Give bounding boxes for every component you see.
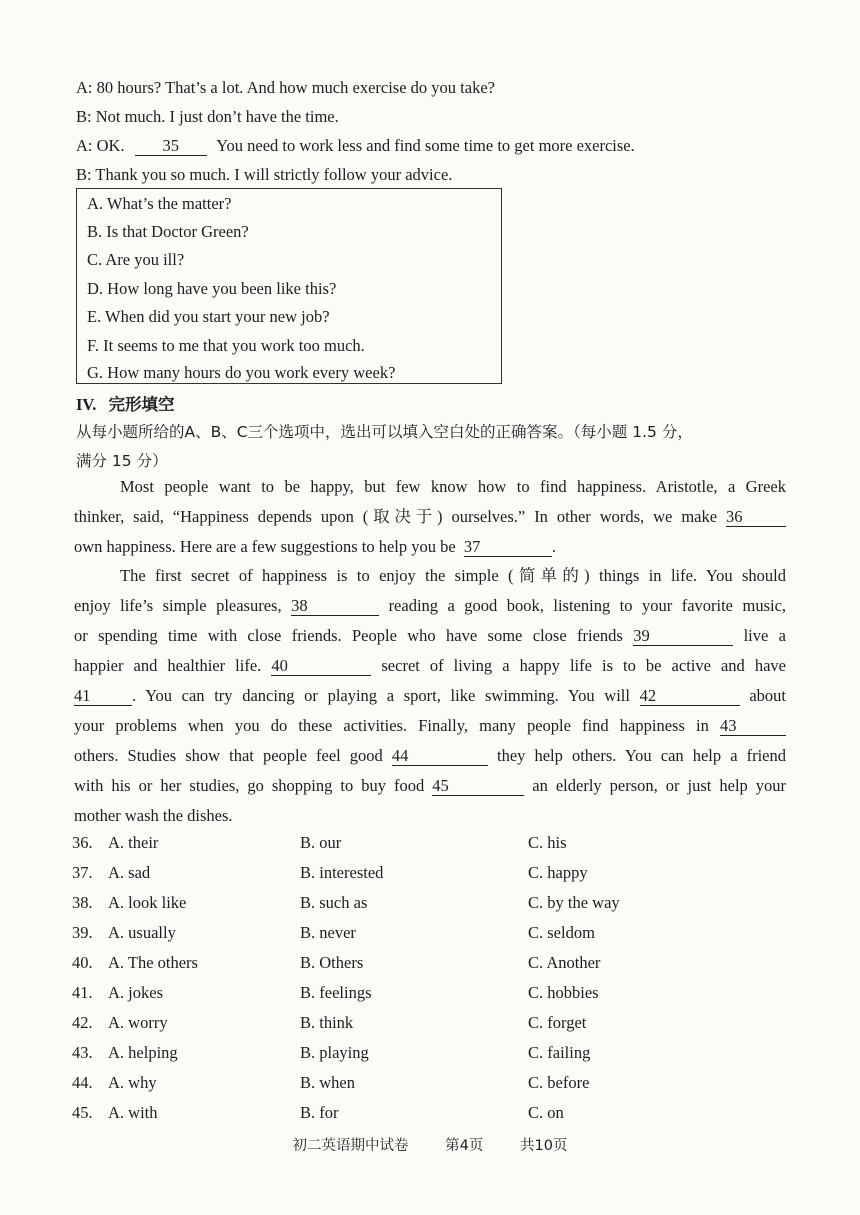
dialogue-text: OK. [96,136,125,155]
dialogue-line [76,136,635,156]
speaker-label: A: [76,78,93,97]
dialogue-line [76,165,452,185]
dialogue-text: Thank you so much. I will strictly follow your advice. [95,165,453,184]
option-item: G. How many hours do you work every week? [87,363,396,382]
passage-line: or spending time with close friends. People who have some close friends 39 live a [74,626,787,645]
passage-line: happier and healthier life. 40 secret of living a happy life is to be active and have [74,656,787,675]
option-b[interactable]: B. playing [300,1043,369,1062]
speaker-label: B: [76,107,92,126]
option-b[interactable]: B. Others [300,953,364,972]
option-b[interactable]: B. think [300,1013,354,1032]
option-c[interactable]: C. seldom [528,923,595,942]
option-a[interactable]: A. with [108,1103,158,1122]
passage-line: with his or her studies, go shopping to buy food 45 an elderly person, or just help your [74,776,787,795]
answer-blank[interactable]: 45 [432,777,524,796]
option-a[interactable]: A. usually [108,923,176,942]
option-c[interactable]: C. before [528,1073,590,1092]
answer-blank[interactable]: 37 [464,538,552,557]
footer-exam-title: 初二英语期中试卷 [292,1138,409,1154]
answer-blank[interactable]: 38 [291,597,379,616]
option-a[interactable]: A. look like [108,893,187,912]
option-b[interactable]: B. for [300,1103,339,1122]
dialogue-text: You need to work less and find some time to get more exercise. [216,136,635,155]
footer-page-number: 第4页 [445,1138,484,1154]
option-b[interactable]: B. interested [300,863,384,882]
footer-page-total: 共10页 [520,1138,568,1154]
option-c[interactable]: C. on [528,1103,564,1122]
option-item: B. Is that Doctor Green? [87,222,249,241]
option-c[interactable]: C. Another [528,953,601,972]
option-b[interactable]: B. never [300,923,356,942]
dialogue-text: Not much. I just don’t have the time. [95,107,339,126]
answer-blank[interactable]: 39 [633,627,733,646]
exam-page: A: 80 hours? That’s a lot. And how much exercise do you take? B: Not much. I just don’t have the time. A: OK. 35 You need to work less and find some time to get more exercise. B: Thank you so much. I will strictly follow your advice. A. What’s the matter? B. Is that Doctor Green? C. Are you ill? D. How long have you been like this? E. When did you start your new job? F. It seems to me that you work too much. G. How many hours do you work every week? IV. 完形填空 从每小题所给的A、B、C三个选项中，选出可以填入空白处的正确答案。（每小题 1.5 分， 满分 15 分） Most people want to be happy, but few know how to find happiness. Aristotle, a Greek thinker, said, “Happiness depends upon (取决于) ourselves.” In other words, we make 36 own happiness. Here are a few suggestions to help you be 37 . The first secret of happiness is to enjoy the simple (简单的) things in life. You should enjoy life’s simple pleasures, 38 reading a good book, listening to your favorite music, or spending time with close friends. People who have some close friends 39 live a happier and healthier life. 40 secret of living a happy life is to be active and have 41 . You can try dancing or playing a sport, like swimming. You will 42 about your problems when you do these activities. Finally, many people find happiness in 43 others. Studies show that people feel good 44 they help others. You can help a friend with his or her studies, go shopping to buy food 45 an elderly person, or just help your mother wash the dishes. 36. A. their B. our C. his 37. A. sad B. interested C. happy 38. A. look like B. such as C. by the way 39. A. usually B. never C. seldom 40. A. The others B. Others C. Another 41. A. jokes B. feelings C. hobbies 42. A. worry B. think C. forget 43. A. helping B. playing C. failing 44. A. why B. when C. before 45. A. with B. for C. on 初二英语期中试卷 第4页 共10页 [0,0,860,1215]
answer-blank[interactable]: 42 [640,687,740,706]
section-instruction: 从每小题所给的A、B、C三个选项中，选出可以填入空白处的正确答案。（每小题 1.5 分， [76,423,693,441]
option-c[interactable]: C. hobbies [528,983,599,1002]
option-item: F. It seems to me that you work too much. [87,336,365,355]
passage-line: Most people want to be happy, but few know how to find happiness. Aristotle, a Greek [120,477,786,496]
answer-blank[interactable]: 44 [392,747,488,766]
option-c[interactable]: C. by the way [528,893,620,912]
passage-line: mother wash the dishes. [74,806,233,825]
section-instruction: 满分 15 分） [76,452,168,470]
option-a[interactable]: A. sad [108,863,151,882]
page-footer [0,1134,860,1155]
answer-blank[interactable]: 36 [726,508,786,527]
passage-line: own happiness. Here are a few suggestions to help you be 37 . [74,537,556,556]
option-b[interactable]: B. such as [300,893,368,912]
passage-line: thinker, said, “Happiness depends upon (取决于) ourselves.” In other words, we make 36 [74,502,786,532]
section-heading: IV. 完形填空 [76,395,175,414]
passage-line: your problems when you do these activities. Finally, many people find happiness in 43 [74,711,786,741]
dialogue-line [76,107,339,127]
option-a[interactable]: A. why [108,1073,157,1092]
option-a[interactable]: A. worry [108,1013,168,1032]
option-item: C. Are you ill? [87,250,185,269]
option-item: A. What’s the matter? [87,194,232,213]
answer-blank[interactable]: 35 [135,137,207,156]
option-c[interactable]: C. his [528,833,567,852]
option-b[interactable]: B. when [300,1073,356,1092]
option-a[interactable]: A. helping [108,1043,178,1062]
passage-line: others. Studies show that people feel good 44 they help others. You can help a friend [74,746,787,765]
option-c[interactable]: C. happy [528,863,588,882]
dialogue-line [76,78,495,98]
answer-blank[interactable]: 40 [271,657,371,676]
option-b[interactable]: B. feelings [300,983,372,1002]
options-box [76,188,502,384]
dialogue-text: 80 hours? That’s a lot. And how much exercise do you take? [96,78,495,97]
passage-line: enjoy life’s simple pleasures, 38 reading a good book, listening to your favorite music, [74,596,787,615]
option-c[interactable]: C. failing [528,1043,591,1062]
answer-blank[interactable]: 41 [74,687,132,706]
option-item: D. How long have you been like this? [87,279,337,298]
option-c[interactable]: C. forget [528,1013,587,1032]
option-b[interactable]: B. our [300,833,342,852]
speaker-label: A: [76,136,93,155]
option-item: E. When did you start your new job? [87,307,330,326]
option-a[interactable]: A. their [108,833,159,852]
passage-paragraph-1 [74,472,786,562]
option-a[interactable]: A. The others [108,953,198,972]
passage-line: 41 . You can try dancing or playing a sport, like swimming. You will 42 about [74,686,787,705]
passage-paragraph-2 [74,561,786,831]
answer-blank[interactable]: 43 [720,717,786,736]
passage-line: The first secret of happiness is to enjoy the simple (简单的) things in life. You should [120,566,786,585]
speaker-label: B: [76,165,92,184]
option-a[interactable]: A. jokes [108,983,164,1002]
